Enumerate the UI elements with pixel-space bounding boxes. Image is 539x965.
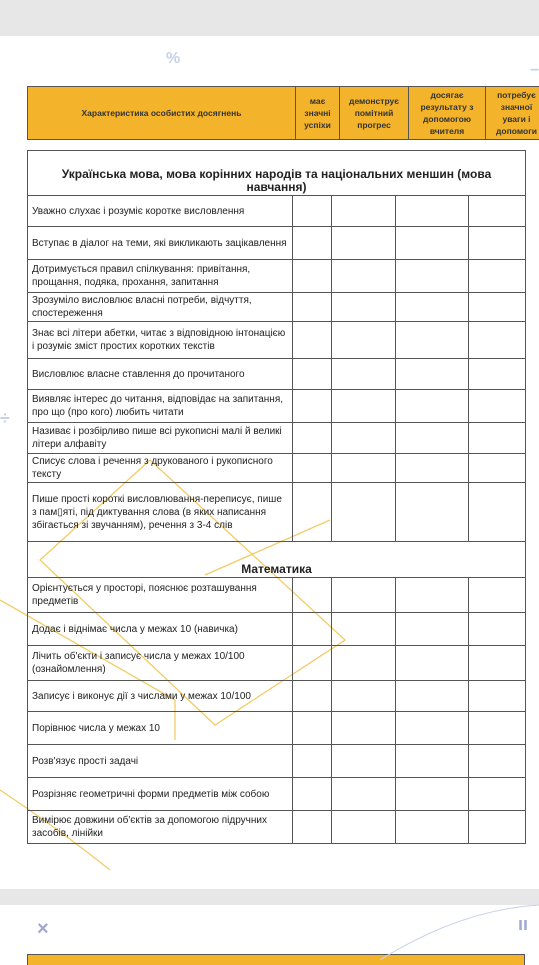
header-table — [27, 86, 539, 140]
rating-cell[interactable] — [396, 390, 468, 423]
table-row — [28, 778, 526, 811]
criterion-cell: Висловлює власне ставлення до прочитаного — [28, 359, 293, 390]
rating-cell[interactable] — [468, 423, 525, 454]
rating-cell[interactable] — [396, 613, 468, 646]
rating-cell[interactable] — [292, 712, 331, 745]
criterion-cell: Лічить об'єкти і записує числа у межах 10/100 (ознайомлення) — [28, 646, 293, 681]
criterion-cell: Списує слова і речення з друкованого і рукописного тексту — [28, 454, 293, 483]
table-row — [28, 293, 526, 322]
table-row — [28, 322, 526, 359]
table-row — [28, 359, 526, 390]
rating-cell[interactable] — [331, 681, 395, 712]
rating-cell[interactable] — [331, 423, 395, 454]
rating-cell[interactable] — [396, 811, 468, 844]
rating-cell[interactable] — [468, 578, 525, 613]
rating-cell[interactable] — [331, 322, 395, 359]
section-row — [28, 151, 526, 196]
rating-cell[interactable] — [331, 483, 395, 542]
rating-cell[interactable] — [331, 196, 395, 227]
criterion-cell: Виявляє інтерес до читання, відповідає на запитання, про що (про кого) любить читати — [28, 390, 293, 423]
section-row — [28, 542, 526, 578]
rating-cell[interactable] — [331, 227, 395, 260]
percent-icon: % — [166, 50, 180, 68]
rating-cell[interactable] — [396, 454, 468, 483]
table-row — [28, 712, 526, 745]
rating-cell[interactable] — [468, 322, 525, 359]
rating-cell[interactable] — [292, 227, 331, 260]
rating-cell[interactable] — [468, 483, 525, 542]
rating-cell[interactable] — [468, 260, 525, 293]
rating-cell[interactable] — [292, 745, 331, 778]
rating-cell[interactable] — [468, 811, 525, 844]
rating-cell[interactable] — [292, 811, 331, 844]
minus-icon: − — [530, 62, 539, 80]
criterion-cell: Розрізняє геометричні форми предметів між собою — [28, 778, 293, 811]
criterion-cell: Дотримується правил спілкування: привітання, прощання, подяка, прохання, запитання — [28, 260, 293, 293]
rating-cell[interactable] — [292, 483, 331, 542]
rating-cell[interactable] — [292, 196, 331, 227]
divide-icon: ÷ — [0, 408, 10, 429]
table-row — [28, 681, 526, 712]
header-characteristic: Характеристика особистих досягнень — [28, 87, 296, 140]
rating-cell[interactable] — [292, 681, 331, 712]
next-page — [0, 905, 539, 965]
rating-cell[interactable] — [396, 483, 468, 542]
rating-cell[interactable] — [468, 293, 525, 322]
rating-cell[interactable] — [468, 196, 525, 227]
criterion-cell: Порівнює числа у межах 10 — [28, 712, 293, 745]
rating-cell[interactable] — [331, 454, 395, 483]
rating-cell[interactable] — [468, 390, 525, 423]
rating-cell[interactable] — [331, 778, 395, 811]
criterion-cell: Вступає в діалог на теми, які викликають зацікавлення — [28, 227, 293, 260]
table-row — [28, 578, 526, 613]
section-title: Математика — [28, 542, 526, 578]
criterion-cell: Пише прості короткі висловлювання-переписує, пише з пам▯яті, під диктування слова (в яких написання збігається зі звучанням), речення з 3-4 слів — [28, 483, 293, 542]
rating-cell[interactable] — [292, 260, 331, 293]
table-row — [28, 390, 526, 423]
rating-cell[interactable] — [331, 293, 395, 322]
header-has-success: має значні успіхи — [296, 87, 340, 140]
rating-cell[interactable] — [396, 681, 468, 712]
rating-cell[interactable] — [292, 322, 331, 359]
rating-cell[interactable] — [331, 613, 395, 646]
rating-cell[interactable] — [468, 613, 525, 646]
rating-cell[interactable] — [292, 423, 331, 454]
criterion-cell: Записує і виконує дії з числами у межах 10/100 — [28, 681, 293, 712]
rating-cell[interactable] — [292, 454, 331, 483]
rating-cell[interactable] — [396, 646, 468, 681]
criterion-cell: Уважно слухає і розуміє коротке висловлення — [28, 196, 293, 227]
criterion-cell: Розв'язує прості задачі — [28, 745, 293, 778]
rating-cell[interactable] — [468, 712, 525, 745]
table-row — [28, 646, 526, 681]
rating-cell[interactable] — [331, 578, 395, 613]
header-with-help: досягає результату з допомогою вчителя — [409, 87, 486, 140]
rating-cell[interactable] — [468, 681, 525, 712]
table-row — [28, 483, 526, 542]
rating-cell[interactable] — [468, 359, 525, 390]
rating-cell[interactable] — [292, 578, 331, 613]
rating-cell[interactable] — [331, 712, 395, 745]
criterion-cell: Називає і розбірливо пише всі рукописні малі й великі літери алфавіту — [28, 423, 293, 454]
rating-cell[interactable] — [396, 423, 468, 454]
rating-cell[interactable] — [468, 454, 525, 483]
header-progress: демонструє помітний прогрес — [340, 87, 409, 140]
table-row — [28, 811, 526, 844]
table-row — [28, 227, 526, 260]
criterion-cell: Вимірює довжини об'єктів за допомогою підручних засобів, лінійки — [28, 811, 293, 844]
assessment-table — [27, 150, 526, 844]
criterion-cell: Додає і віднімає числа у межах 10 (навичка) — [28, 613, 293, 646]
rating-cell[interactable] — [292, 646, 331, 681]
criterion-cell: Орієнтується у просторі, пояснює розташування предметів — [28, 578, 293, 613]
table-row — [28, 613, 526, 646]
assessment-table-body — [28, 151, 526, 844]
rating-cell[interactable] — [396, 359, 468, 390]
rating-cell[interactable] — [331, 359, 395, 390]
pause-icon: ıı — [518, 914, 528, 935]
table-row — [28, 423, 526, 454]
table-row — [28, 260, 526, 293]
header-needs-help: потребує значної уваги і допомоги — [486, 87, 539, 140]
rating-cell[interactable] — [292, 613, 331, 646]
rating-cell[interactable] — [468, 646, 525, 681]
rating-cell[interactable] — [331, 260, 395, 293]
table-row — [28, 745, 526, 778]
rating-cell[interactable] — [331, 811, 395, 844]
rating-cell[interactable] — [331, 745, 395, 778]
rating-cell[interactable] — [468, 745, 525, 778]
rating-cell[interactable] — [331, 390, 395, 423]
rating-cell[interactable] — [396, 260, 468, 293]
rating-cell[interactable] — [396, 578, 468, 613]
rating-cell[interactable] — [292, 293, 331, 322]
rating-cell[interactable] — [468, 778, 525, 811]
criterion-cell: Знає всі літери абетки, читає з відповідною інтонацією і розуміє зміст простих коротких текстів — [28, 322, 293, 359]
rating-cell[interactable] — [396, 196, 468, 227]
rating-cell[interactable] — [396, 293, 468, 322]
rating-cell[interactable] — [396, 778, 468, 811]
table-row — [28, 196, 526, 227]
rating-cell[interactable] — [396, 227, 468, 260]
rating-cell[interactable] — [396, 712, 468, 745]
rating-cell[interactable] — [468, 227, 525, 260]
rating-cell[interactable] — [331, 646, 395, 681]
times-icon: × — [37, 918, 49, 941]
section-title: Українська мова, мова корінних народів та національних меншин (мова навчання) — [28, 151, 526, 196]
rating-cell[interactable] — [396, 322, 468, 359]
rating-cell[interactable] — [396, 745, 468, 778]
table-row — [28, 454, 526, 483]
rating-cell[interactable] — [292, 390, 331, 423]
rating-cell[interactable] — [292, 359, 331, 390]
rating-cell[interactable] — [292, 778, 331, 811]
criterion-cell: Зрозуміло висловлює власні потреби, відчуття, спостереження — [28, 293, 293, 322]
